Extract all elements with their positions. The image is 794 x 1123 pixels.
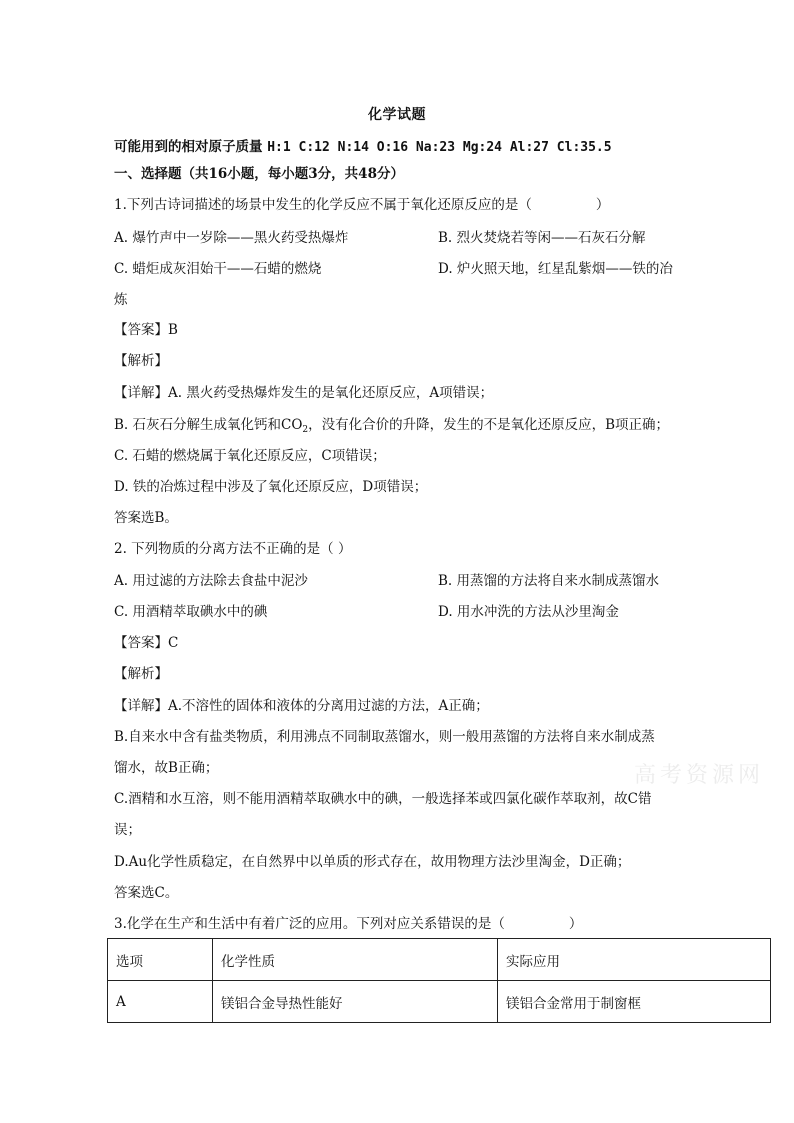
q1-detail-b-pre: B. 石灰石分解生成氧化钙和CO	[114, 417, 303, 433]
section-heading: 一、选择题（共16小题，每小题3分，共48分）	[114, 166, 404, 182]
atomic-mass-line	[114, 135, 612, 155]
q1-detail-b-post: ，没有化合价的升降，发生的不是氧化还原反应，B项正确；	[308, 417, 670, 433]
q2-answer: 【答案】C	[114, 635, 179, 651]
table-cell: A	[108, 981, 213, 1023]
q1-detail-a: 【详解】A. 黑火药受热爆炸发生的是氧化还原反应，A项错误；	[114, 385, 494, 401]
q3-stem-text: 3.化学在生产和生活中有着广泛的应用。下列对应关系错误的是（	[114, 916, 505, 932]
q2-analysis: 【解析】	[114, 666, 168, 682]
q1-detail-b	[114, 415, 669, 440]
table-header-cell: 化学性质	[213, 939, 498, 981]
table-cell: 镁铝合金常用于制窗框	[498, 981, 771, 1023]
watermark: 高考资源网	[634, 763, 765, 788]
q3-stem-end: ）	[568, 916, 583, 932]
table-row	[108, 981, 771, 1023]
q2-option-b: B. 用蒸馏的方法将自来水制成蒸馏水	[438, 573, 660, 589]
q1-option-d-cont: 炼	[114, 292, 128, 308]
q2-detail-c2: 误；	[114, 822, 141, 838]
q2-detail-c1: C.酒精和水互溶，则不能用酒精萃取碘水中的碘，一般选择苯或四氯化碳作萃取剂，故C错	[114, 791, 652, 807]
q1-option-b: B. 烈火焚烧若等闲——石灰石分解	[438, 230, 646, 246]
q1-conclusion: 答案选B。	[114, 510, 178, 526]
table-header-row	[108, 939, 771, 981]
q1-option-a: A. 爆竹声中一岁除——黑火药受热爆炸	[114, 230, 349, 246]
table-header-cell: 实际应用	[498, 939, 771, 981]
q1-detail-d: D. 铁的冶炼过程中涉及了氧化还原反应，D项错误；	[114, 479, 428, 495]
q1-option-c: C. 蜡炬成灰泪始干——石蜡的燃烧	[114, 261, 322, 277]
q1-analysis: 【解析】	[114, 353, 168, 369]
q2-detail-a: 【详解】A.不溶性的固体和液体的分离用过滤的方法，A正确；	[114, 698, 489, 714]
q2-conclusion: 答案选C。	[114, 885, 179, 901]
q2-option-d: D. 用水冲洗的方法从沙里淘金	[438, 604, 619, 620]
atomic-mass-values: H:1 C:12 N:14 O:16 Na:23 Mg:24 Al:27 Cl:35.5	[267, 140, 612, 155]
q2-detail-d: D.Au化学性质稳定，在自然界中以单质的形式存在，故用物理方法沙里淘金，D正确；	[114, 854, 631, 870]
atomic-mass-label: 可能用到的相对原子质量	[114, 139, 263, 155]
q1-answer: 【答案】B	[114, 322, 178, 338]
q2-stem: 2. 下列物质的分离方法不正确的是（ ）	[114, 541, 352, 557]
q3-table	[107, 938, 771, 1023]
q3-stem	[114, 914, 582, 934]
q1-option-d: D. 炉火照天地，红星乱紫烟——铁的冶	[438, 261, 673, 277]
q1-stem-end: ）	[595, 197, 610, 213]
q2-detail-b2: 馏水，故B正确；	[114, 760, 219, 776]
table-header-cell: 选项	[108, 939, 213, 981]
page-title: 化学试题	[368, 107, 426, 123]
q1-detail-c: C. 石蜡的燃烧属于氧化还原反应，C项错误；	[114, 448, 386, 464]
q1-detail-b-sub: 2	[302, 425, 309, 435]
q1-stem-text: 1.下列古诗词描述的场景中发生的化学反应不属于氧化还原反应的是（	[114, 197, 532, 213]
q2-option-a: A. 用过滤的方法除去食盐中泥沙	[114, 573, 308, 589]
q1-stem	[114, 195, 609, 215]
table-cell: 镁铝合金导热性能好	[213, 981, 498, 1023]
q2-detail-b1: B.自来水中含有盐类物质，利用沸点不同制取蒸馏水，则一般用蒸馏的方法将自来水制成蒸	[114, 729, 655, 745]
q2-option-c: C. 用酒精萃取碘水中的碘	[114, 604, 268, 620]
